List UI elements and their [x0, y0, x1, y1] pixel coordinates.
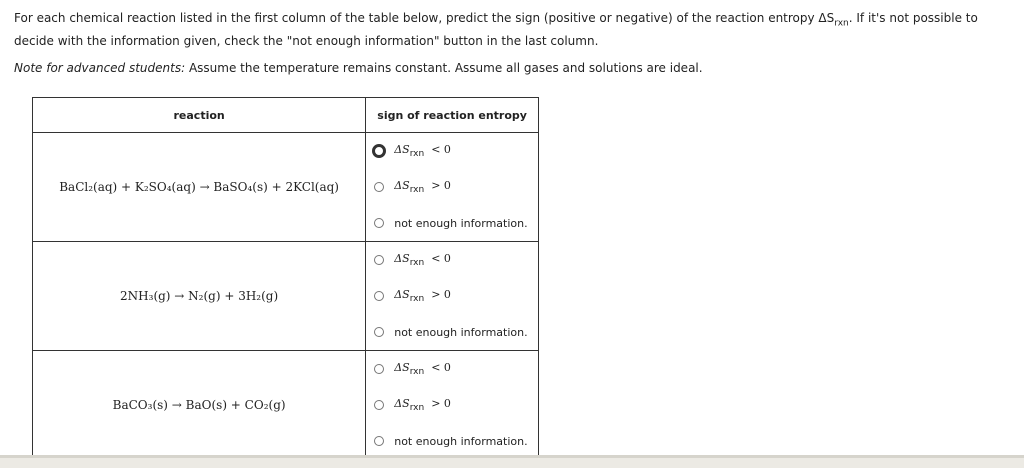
reaction-cell: BaCl₂(aq) + K₂SO₄(aq) → BaSO₄(s) + 2KCl(aq) — [33, 133, 366, 242]
table-row — [33, 133, 539, 242]
reaction-cell: BaCO₃(s) → BaO(s) + CO₂(g) — [33, 351, 366, 460]
option-not-enough-info[interactable] — [366, 314, 538, 350]
instructions-line1: For each chemical reaction listed in the first column of the table below, predict the sign (positive or negative) of the reaction entropy $\Delta S_{rxn}$. If it's not possible to — [14, 11, 978, 29]
radio-icon[interactable] — [374, 182, 384, 192]
note: Note for advanced students: Assume the temperature remains constant. Assume all gases and solutions are ideal. — [14, 61, 703, 75]
radio-icon[interactable] — [374, 364, 384, 374]
radio-icon[interactable] — [374, 327, 384, 337]
reaction-table — [32, 97, 539, 460]
option-positive[interactable] — [366, 169, 538, 205]
table-row — [33, 351, 539, 460]
radio-icon[interactable] — [374, 255, 384, 265]
header-sign: sign of reaction entropy — [366, 98, 539, 133]
option-label: $\Delta S_{rxn} < 0$ — [394, 142, 451, 160]
radio-icon[interactable] — [374, 400, 384, 410]
option-not-enough-info[interactable] — [366, 205, 538, 241]
option-label: not enough information. — [394, 325, 528, 339]
table-row — [33, 242, 539, 351]
radio-icon[interactable] — [374, 436, 384, 446]
sign-cell — [366, 133, 539, 242]
radio-icon[interactable] — [374, 291, 384, 301]
reaction-cell: 2NH₃(g) → N₂(g) + 3H₂(g) — [33, 242, 366, 351]
sign-cell — [366, 242, 539, 351]
option-positive[interactable] — [366, 387, 538, 423]
option-label: $\Delta S_{rxn} > 0$ — [394, 178, 451, 196]
radio-icon[interactable] — [372, 144, 386, 158]
sign-cell — [366, 351, 539, 460]
option-label: not enough information. — [394, 216, 528, 230]
instructions-line2: decide with the information given, check the "not enough information" button in the last column. — [14, 34, 599, 48]
option-label: not enough information. — [394, 434, 528, 448]
option-positive[interactable] — [366, 278, 538, 314]
option-negative[interactable] — [366, 242, 538, 278]
bottom-toolbar — [0, 455, 1024, 468]
header-reaction: reaction — [33, 98, 366, 133]
option-label: $\Delta S_{rxn} < 0$ — [394, 360, 451, 378]
option-negative[interactable] — [366, 351, 538, 387]
radio-icon[interactable] — [374, 218, 384, 228]
option-negative[interactable] — [366, 133, 538, 169]
option-label: $\Delta S_{rxn} > 0$ — [394, 287, 451, 305]
option-label: $\Delta S_{rxn} < 0$ — [394, 251, 451, 269]
option-label: $\Delta S_{rxn} > 0$ — [394, 396, 451, 414]
option-not-enough-info[interactable] — [366, 423, 538, 459]
